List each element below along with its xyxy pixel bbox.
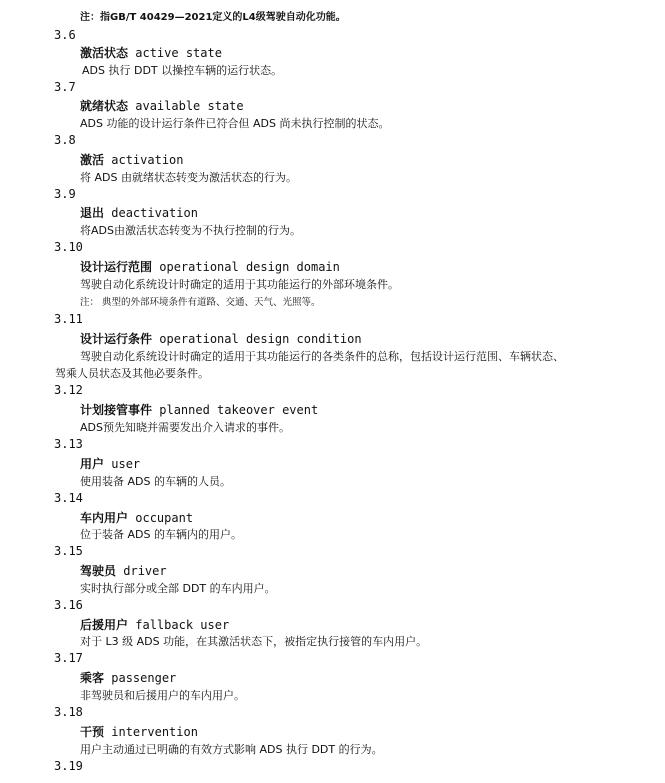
term-en: passenger: [111, 671, 177, 685]
term-definition: 用户主动通过已明确的有效方式影响 ADS 执行 DDT 的行为。: [80, 743, 383, 756]
clause-number: 3.17: [54, 651, 83, 665]
term-en: operational design condition: [159, 332, 362, 346]
clause-number: 3.9: [54, 187, 76, 201]
term-en: fallback user: [135, 618, 230, 632]
term-heading: [80, 723, 198, 740]
term-zh: 退出: [80, 206, 105, 220]
term-definition: 位于装备 ADS 的车辆内的用户。: [80, 528, 242, 541]
term-heading: [80, 616, 229, 633]
term-zh: 后援用户: [80, 618, 129, 632]
term-zh: 干预: [80, 725, 105, 739]
term-definition: ADS 功能的设计运行条件已符合但 ADS 尚未执行控制的状态。: [80, 117, 390, 130]
term-en: activation: [111, 153, 184, 167]
term-zh: 设计运行范围: [80, 260, 153, 274]
term-heading: [80, 97, 244, 114]
clause-number: 3.19: [54, 759, 83, 773]
term-en: user: [111, 457, 141, 471]
term-en: occupant: [135, 511, 194, 525]
term-definition-continued: 驾乘人员状态及其他必要条件。: [55, 367, 209, 380]
term-definition: 将 ADS 由就绪状态转变为激活状态的行为。: [80, 171, 297, 184]
clause-number: 3.6: [54, 28, 76, 42]
term-zh: 乘客: [80, 671, 105, 685]
term-en: driver: [123, 564, 167, 578]
term-zh: 车内用户: [80, 511, 129, 525]
term-en: operational design domain: [159, 260, 340, 274]
top-note: 注：指GB/T 40429—2021定义的L4级驾驶自动化功能。: [80, 12, 346, 23]
clause-number: 3.8: [54, 133, 76, 147]
clause-number: 3.16: [54, 598, 83, 612]
clause-number: 3.18: [54, 705, 83, 719]
term-heading: [80, 509, 193, 526]
term-heading: [80, 204, 198, 221]
clause-number: 3.12: [54, 383, 83, 397]
clause-number: 3.10: [54, 240, 83, 254]
term-definition: 使用装备 ADS 的车辆的人员。: [80, 475, 231, 488]
term-definition: 驾驶自动化系统设计时确定的适用于其功能运行的各类条件的总称，包括设计运行范围、车辆状态、: [80, 350, 564, 363]
term-zh: 驾驶员: [80, 564, 117, 578]
term-zh: 就绪状态: [80, 99, 129, 113]
term-heading: [80, 258, 340, 275]
term-definition: 驾驶自动化系统设计时确定的适用于其功能运行的外部环境条件。: [80, 278, 399, 291]
term-definition: ADS 执行 DDT 以操控车辆的运行状态。: [82, 64, 283, 77]
term-definition: 实时执行部分或全部 DDT 的车内用户。: [80, 582, 276, 595]
clause-number: 3.7: [54, 80, 76, 94]
term-en: available state: [135, 99, 244, 113]
term-zh: 激活状态: [80, 46, 129, 60]
term-note: 注： 典型的外部环境条件有道路、交通、天气、光照等。: [80, 297, 321, 308]
term-heading: [80, 151, 184, 168]
term-en: intervention: [111, 725, 198, 739]
term-zh: 用户: [80, 457, 105, 471]
term-heading: [80, 44, 222, 61]
term-zh: 激活: [80, 153, 105, 167]
clause-number: 3.14: [54, 491, 83, 505]
term-heading: [80, 455, 140, 472]
term-en: deactivation: [111, 206, 198, 220]
clause-number: 3.13: [54, 437, 83, 451]
clause-number: 3.11: [54, 312, 83, 326]
term-en: active state: [135, 46, 222, 60]
term-zh: 设计运行条件: [80, 332, 153, 346]
term-definition: 对于 L3 级 ADS 功能，在其激活状态下，被指定执行接管的车内用户。: [80, 635, 428, 648]
term-definition: 非驾驶员和后援用户的车内用户。: [80, 689, 245, 702]
term-zh: 计划接管事件: [80, 403, 153, 417]
term-heading: [80, 669, 176, 686]
term-en: planned takeover event: [159, 403, 319, 417]
term-definition: ADS预先知晓并需要发出介入请求的事件。: [80, 421, 290, 434]
term-heading: [80, 330, 362, 347]
clause-number: 3.15: [54, 544, 83, 558]
term-heading: [80, 562, 167, 579]
term-definition: 将ADS由激活状态转变为不执行控制的行为。: [80, 224, 301, 237]
term-heading: [80, 401, 318, 418]
